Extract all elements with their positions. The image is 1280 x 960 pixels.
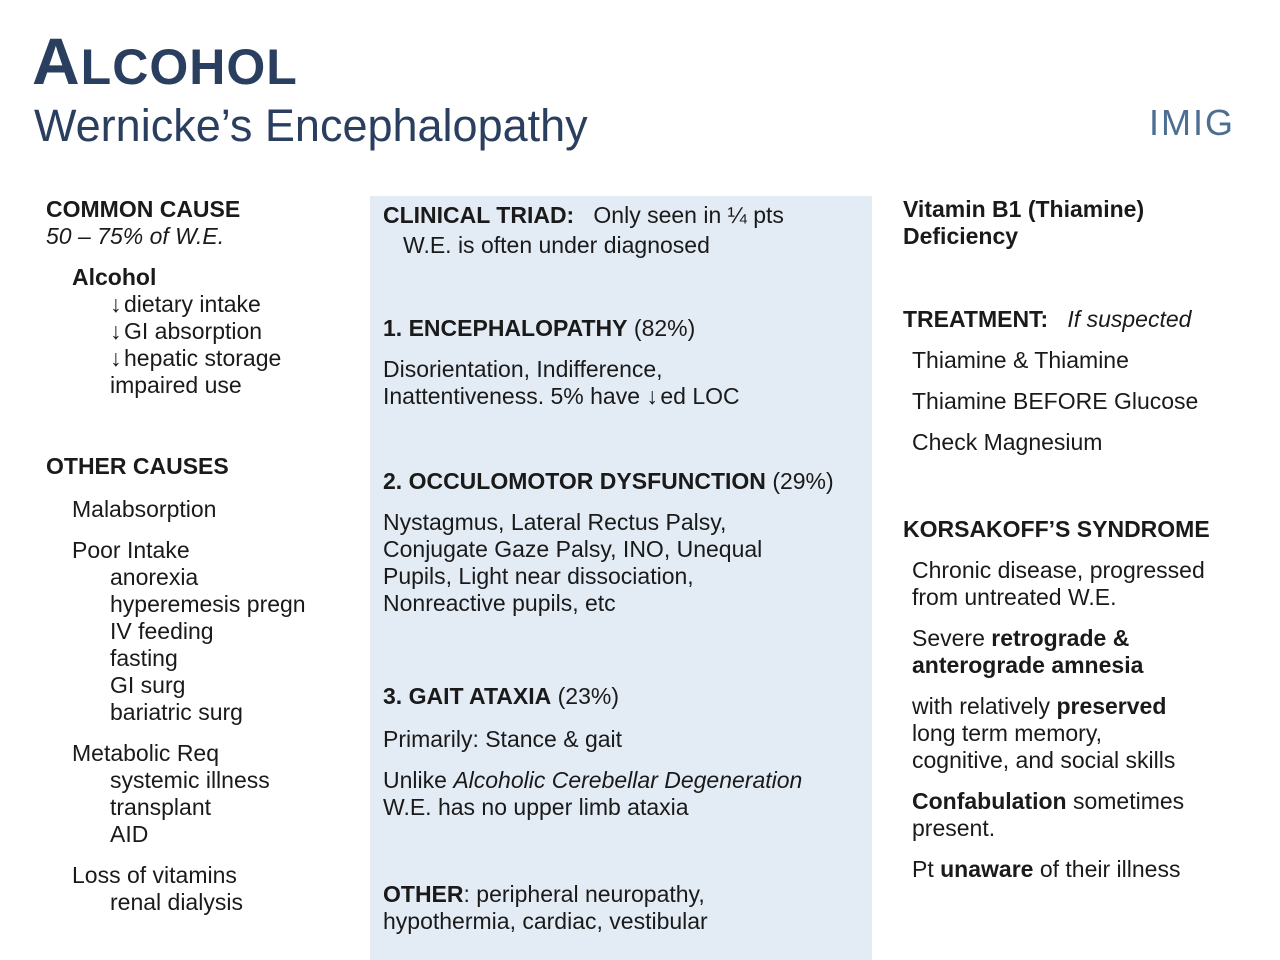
occulomotor-line: Conjugate Gaze Palsy, INO, Unequal xyxy=(383,536,763,562)
occulomotor-line: Nystagmus, Lateral Rectus Palsy, xyxy=(383,509,727,535)
common-cause-heading: COMMON CAUSE xyxy=(46,196,241,222)
korsakoff-line: Severe retrograde & xyxy=(912,625,1130,651)
clinical-triad-panel xyxy=(370,196,872,960)
right-column xyxy=(903,196,1253,883)
down-arrow-icon: ↓ xyxy=(110,291,122,317)
korsakoff-line: cognitive, and social skills xyxy=(912,747,1176,773)
metabolic-item: AID xyxy=(110,821,149,847)
vitamin-heading: Vitamin B1 (Thiamine) xyxy=(903,196,1145,222)
page-title: ALCOHOL xyxy=(32,24,298,98)
poor-intake-item: bariatric surg xyxy=(110,699,243,725)
alcohol-heading: Alcohol xyxy=(72,264,157,290)
alcohol-item: impaired use xyxy=(110,372,242,398)
other-line: hypothermia, cardiac, vestibular xyxy=(383,908,708,934)
triad-line: CLINICAL TRIAD: Only seen in ¼ pts xyxy=(383,202,784,228)
korsakoff-heading: KORSAKOFF’S SYNDROME xyxy=(903,516,1210,542)
korsakoff-line: long term memory, xyxy=(912,720,1103,746)
poor-intake-item: IV feeding xyxy=(110,618,214,644)
gait-line: W.E. has no upper limb ataxia xyxy=(383,794,689,820)
occulomotor-line: Pupils, Light near dissociation, xyxy=(383,563,694,589)
left-column xyxy=(46,196,356,916)
korsakoff-line: anterograde amnesia xyxy=(912,652,1144,678)
gait-line: Primarily: Stance & gait xyxy=(383,726,623,752)
treatment-item: Check Magnesium xyxy=(912,429,1103,455)
korsakoff-line: from untreated W.E. xyxy=(912,584,1117,610)
poor-intake-item: anorexia xyxy=(110,564,199,590)
korsakoff-line: Pt unaware of their illness xyxy=(912,856,1181,882)
other-causes-heading: OTHER CAUSES xyxy=(46,453,229,479)
vitamin-heading: Deficiency xyxy=(903,223,1019,249)
korsakoff-line: Confabulation sometimes xyxy=(912,788,1185,814)
poor-intake-heading: Poor Intake xyxy=(72,537,190,563)
down-arrow-icon: ↓ xyxy=(110,318,122,344)
imig-logo: IMIG xyxy=(1149,102,1235,143)
treatment-item: Thiamine BEFORE Glucose xyxy=(912,388,1199,414)
korsakoff-line: present. xyxy=(912,815,996,841)
common-cause-percent: 50 – 75% of W.E. xyxy=(46,223,225,249)
gait-line: Unlike Alcoholic Cerebellar Degeneration xyxy=(383,767,803,793)
occulomotor-heading: 2. OCCULOMOTOR DYSFUNCTION (29%) xyxy=(383,468,834,494)
vitamins-item: renal dialysis xyxy=(110,889,243,915)
gait-heading: 3. GAIT ATAXIA (23%) xyxy=(383,683,619,709)
encephalopathy-line: Inattentiveness. 5% have ↓ ed LOC xyxy=(383,383,740,409)
poor-intake-item: hyperemesis pregn xyxy=(110,591,306,617)
page-subtitle: Wernicke’s Encephalopathy xyxy=(34,100,588,151)
korsakoff-line: with relatively preserved xyxy=(912,693,1167,719)
metabolic-heading: Metabolic Req xyxy=(72,740,220,766)
triad-note: W.E. is often under diagnosed xyxy=(403,232,710,258)
poor-intake-item: fasting xyxy=(110,645,178,671)
alcohol-item: ↓ hepatic storage xyxy=(110,345,282,371)
metabolic-item: systemic illness xyxy=(110,767,270,793)
other-line: OTHER: peripheral neuropathy, xyxy=(383,881,705,907)
vitamins-heading: Loss of vitamins xyxy=(72,862,237,888)
alcohol-item: ↓ GI absorption xyxy=(110,318,263,344)
treatment-item: Thiamine & Thiamine xyxy=(912,347,1129,373)
metabolic-item: transplant xyxy=(110,794,212,820)
treatment-heading: TREATMENT: If suspected xyxy=(903,306,1192,332)
encephalopathy-heading: 1. ENCEPHALOPATHY (82%) xyxy=(383,315,696,341)
alcohol-item: ↓ dietary intake xyxy=(110,291,261,317)
down-arrow-icon: ↓ xyxy=(646,383,658,409)
occulomotor-line: Nonreactive pupils, etc xyxy=(383,590,616,616)
down-arrow-icon: ↓ xyxy=(110,345,122,371)
encephalopathy-line: Disorientation, Indifference, xyxy=(383,356,663,382)
malabsorption: Malabsorption xyxy=(72,496,217,522)
korsakoff-line: Chronic disease, progressed xyxy=(912,557,1205,583)
poor-intake-item: GI surg xyxy=(110,672,186,698)
